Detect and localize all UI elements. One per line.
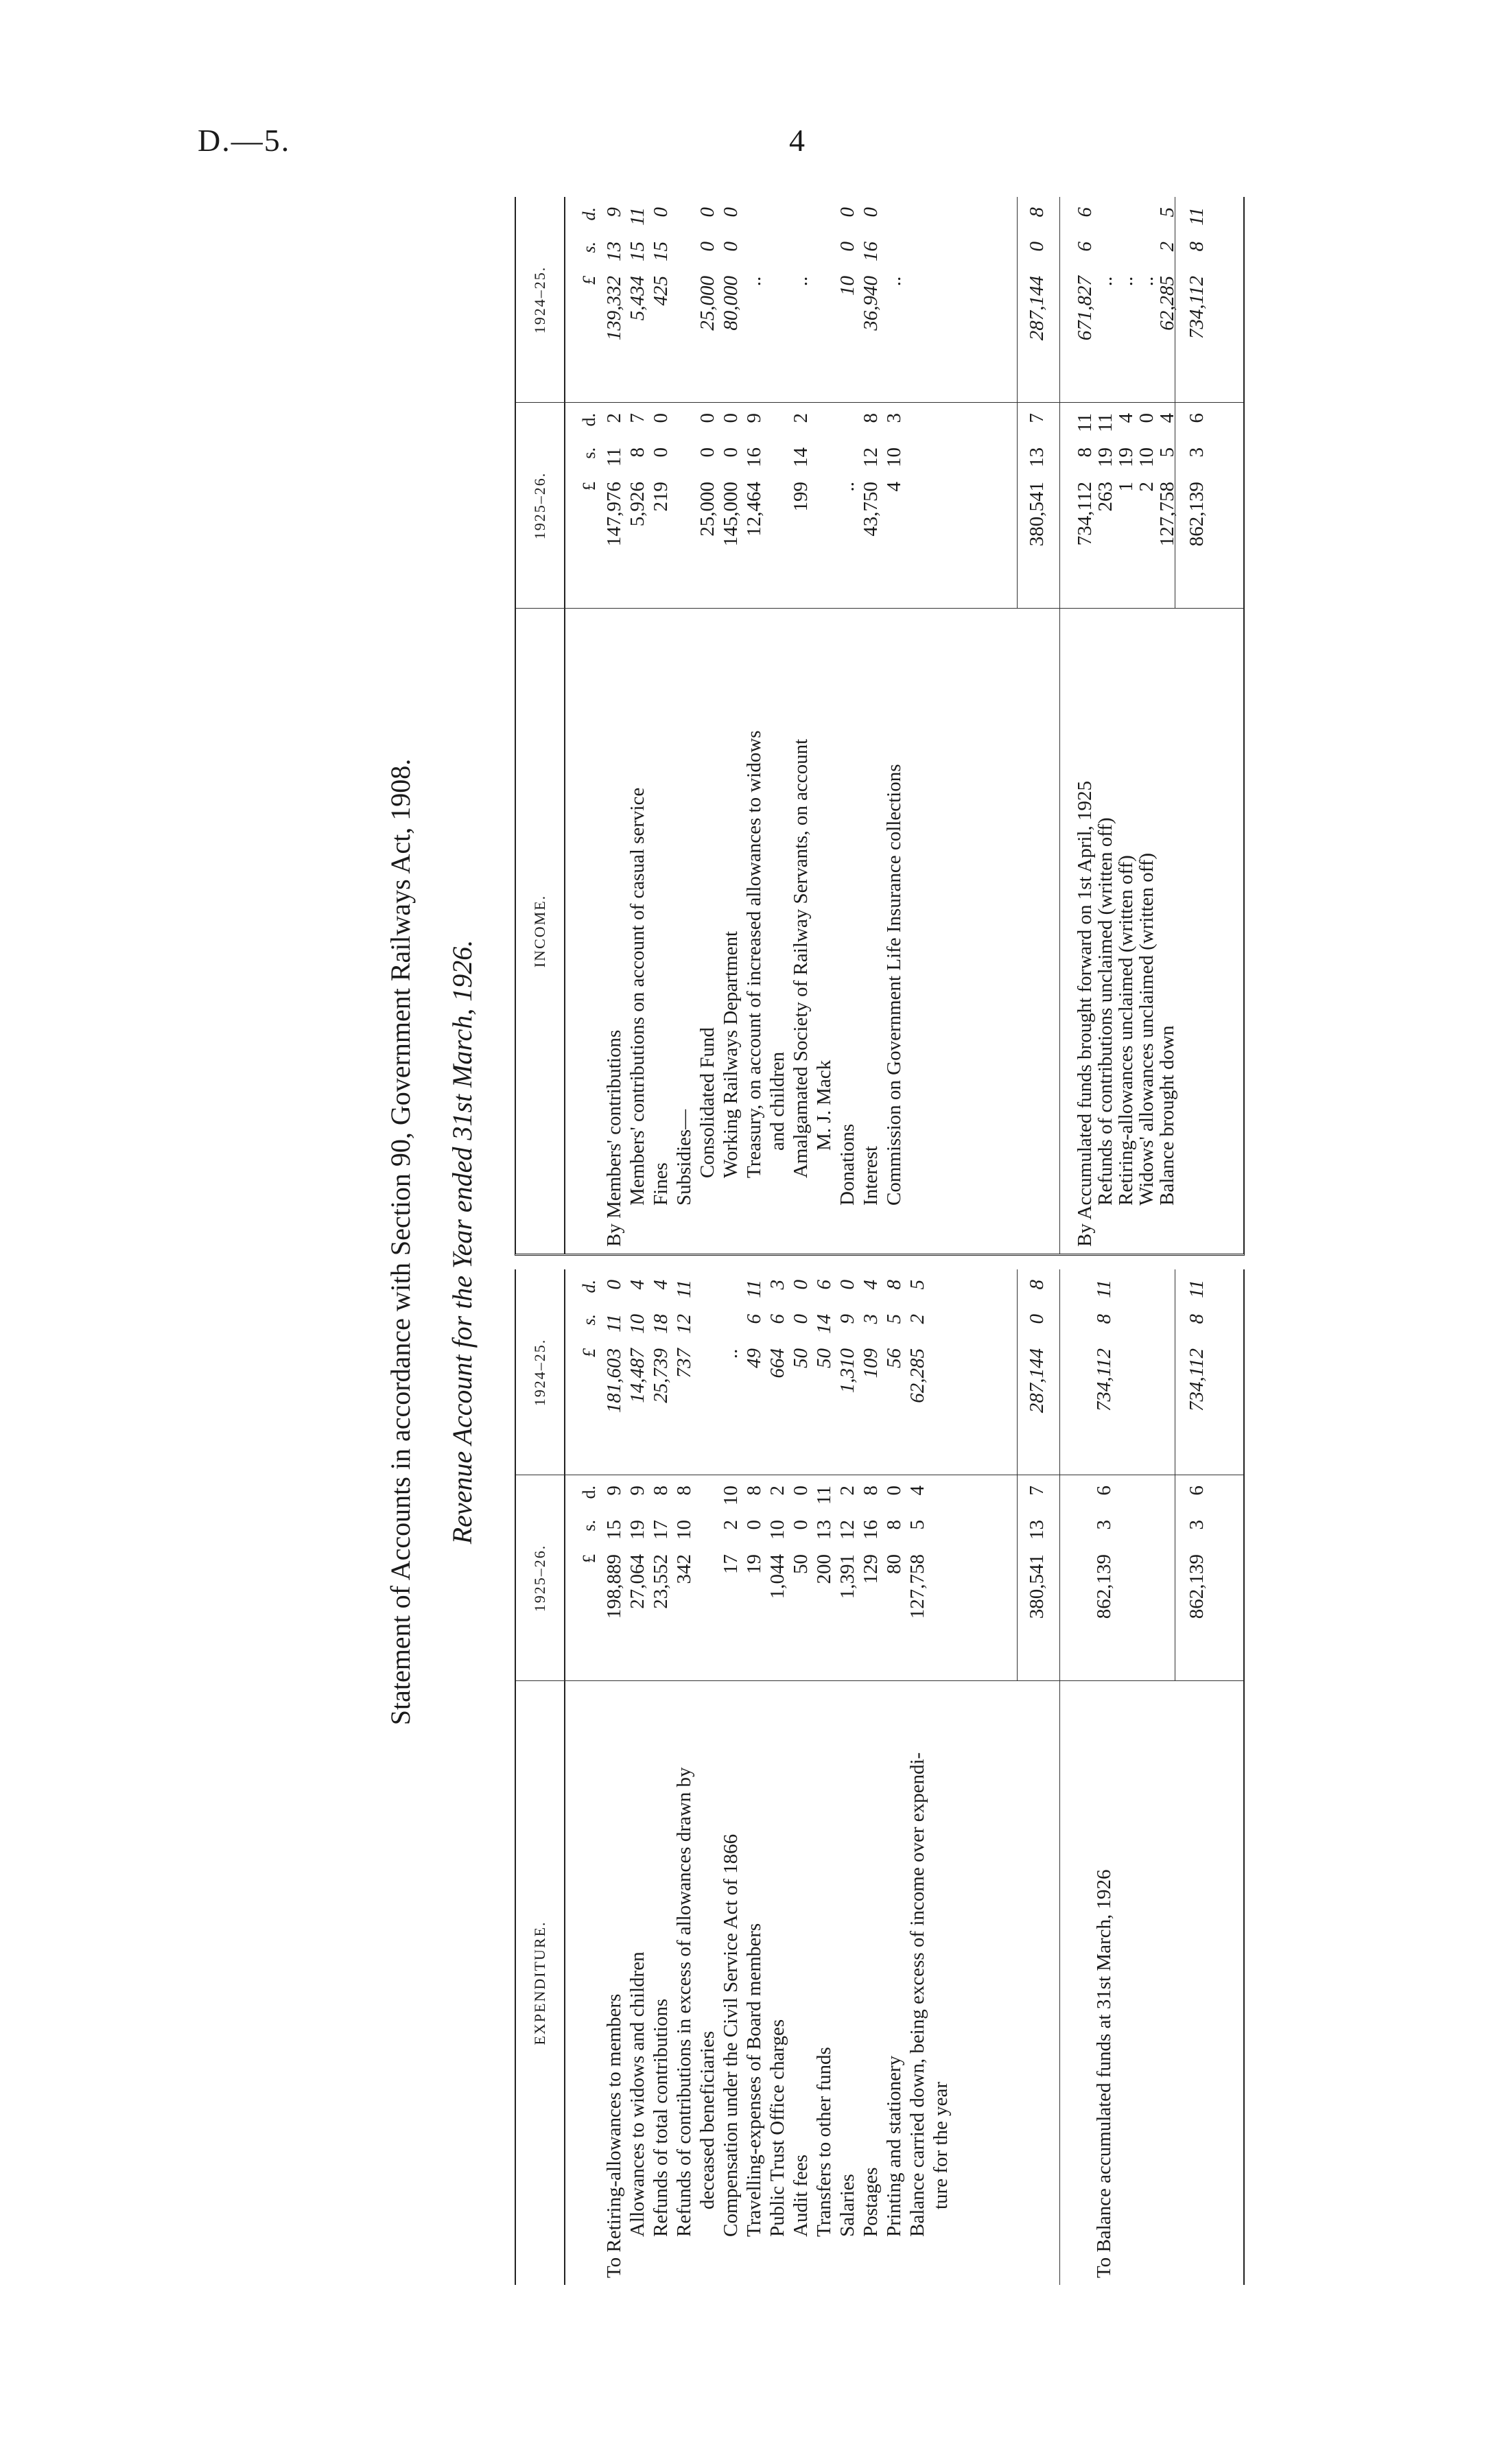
unit-label: £: [579, 1554, 599, 1563]
income-row-desc: Members' contributions on account of casual service: [626, 787, 648, 1206]
amount-shillings: 8: [1186, 1314, 1208, 1324]
amount-pounds: ..: [1136, 276, 1158, 286]
amount-pounds: 25,739: [650, 1348, 672, 1403]
expenditure-balance-desc: To Balance accumulated funds at 31st March, 1926: [1093, 1869, 1115, 2278]
amount-shillings: 13: [1026, 447, 1048, 467]
amount-pence: 3: [883, 413, 905, 423]
amount-pounds: 147,976: [603, 482, 625, 547]
amount-pounds: 23,552: [650, 1554, 672, 1609]
income-subtotal-row: [1025, 197, 1048, 1254]
page-number: 4: [789, 123, 806, 158]
amount-pounds: 1,310: [836, 1348, 858, 1394]
amount-shillings: 15: [603, 1520, 625, 1540]
amount-pounds: 127,758: [906, 1554, 928, 1619]
exp-year-1926-heading: 1925–26.: [531, 1544, 548, 1612]
amount-pounds: 139,332: [603, 276, 625, 341]
amount-shillings: 0: [1026, 242, 1048, 252]
amount-shillings: 0: [743, 1520, 765, 1530]
income-row-desc: By Members' contributions: [603, 1029, 625, 1247]
amount-shillings: 16: [860, 1520, 882, 1540]
unit-label: £: [579, 276, 599, 285]
income-balance-desc: Retiring-allowances unclaimed (written off): [1115, 855, 1137, 1206]
amount-shillings: 0: [696, 447, 718, 458]
expenditure-row-desc: Salaries: [836, 2174, 858, 2237]
amount-pence: 4: [650, 1280, 672, 1290]
amount-pence: 2: [790, 413, 812, 423]
amount-pence: 6: [1186, 1486, 1208, 1496]
expenditure-row-desc: Audit fees: [790, 2155, 812, 2237]
amount-shillings: 10: [626, 1314, 648, 1334]
amount-shillings: 0: [790, 1314, 812, 1324]
expenditure-heading: EXPENDITURE.: [531, 1921, 548, 2045]
amount-pounds: 5,434: [626, 276, 648, 321]
amount-shillings: 3: [1093, 1520, 1115, 1530]
amount-shillings: 19: [626, 1520, 648, 1540]
amount-pence: 6: [1186, 413, 1208, 423]
amount-pence: 0: [790, 1486, 812, 1496]
amount-pounds: 1,044: [766, 1554, 788, 1599]
amount-pence: 4: [1156, 413, 1178, 423]
expenditure-row-desc: Refunds of total contributions: [650, 1998, 672, 2237]
amount-pence: 4: [860, 1280, 882, 1290]
amount-pounds: 36,940: [860, 276, 882, 331]
amount-shillings: 10: [883, 447, 905, 467]
amount-pounds: ..: [836, 482, 858, 492]
amount-pounds: 56: [883, 1348, 905, 1368]
expenditure-subtotal-row: [1025, 1269, 1048, 2285]
amount-pounds: 287,144: [1026, 1348, 1048, 1413]
unit-label: £: [579, 1348, 599, 1357]
amount-pounds: 27,064: [626, 1554, 648, 1609]
unit-label: s.: [579, 1314, 599, 1326]
amount-pounds: 50: [790, 1554, 812, 1574]
expenditure-table: [515, 1269, 1245, 2285]
amount-pounds: ..: [790, 276, 812, 286]
income-row-desc: Donations: [836, 1123, 858, 1206]
amount-pence: 8: [673, 1486, 695, 1496]
expenditure-row-desc: Transfers to other funds: [813, 2047, 835, 2237]
amount-pounds: 263: [1094, 482, 1116, 512]
amount-pounds: 200: [813, 1554, 835, 1584]
expenditure-row-desc: Balance carried down, being excess of income over expendi-: [906, 1752, 928, 2237]
amount-pounds: 734,112: [1186, 276, 1208, 340]
amount-shillings: 10: [766, 1520, 788, 1540]
income-row: [626, 197, 649, 1254]
amount-pounds: 50: [790, 1348, 812, 1368]
amount-pence: 2: [766, 1486, 788, 1496]
income-balance-row: [1094, 197, 1117, 1254]
amount-shillings: 14: [813, 1314, 835, 1334]
unit-label: s.: [579, 1520, 599, 1532]
amount-pence: 8: [860, 413, 882, 423]
amount-shillings: 13: [813, 1520, 835, 1540]
amount-pounds: 181,603: [603, 1348, 625, 1413]
expenditure-row-desc: Compensation under the Civil Service Act of 1866: [720, 1833, 742, 2237]
amount-shillings: 13: [1026, 1520, 1048, 1540]
amount-pence: 11: [743, 1280, 765, 1298]
income-balance-desc: Widows' allowances unclaimed (written off): [1136, 852, 1158, 1206]
amount-pence: 0: [790, 1280, 812, 1290]
amount-pence: 2: [603, 413, 625, 423]
amount-shillings: 14: [790, 447, 812, 467]
income-row-desc: Interest: [860, 1146, 882, 1206]
amount-pence: 8: [860, 1486, 882, 1496]
amount-pounds: 17: [720, 1554, 742, 1574]
amount-shillings: 6: [743, 1314, 765, 1324]
expenditure-row: [742, 1269, 766, 2285]
amount-shillings: 15: [650, 242, 672, 261]
amount-pence: 9: [743, 413, 765, 423]
amount-pounds: 219: [650, 482, 672, 512]
rule-line: [1059, 197, 1060, 1254]
expenditure-row-desc: Public Trust Office charges: [766, 2019, 788, 2237]
amount-shillings: 17: [650, 1520, 672, 1540]
amount-shillings: 9: [836, 1314, 858, 1324]
rotated-statement: [384, 199, 1249, 2285]
expenditure-row-desc: Printing and stationery: [883, 2055, 905, 2237]
amount-pence: 0: [836, 207, 858, 218]
amount-pence: 6: [1093, 1486, 1115, 1496]
expenditure-row: [789, 1269, 812, 2285]
amount-pence: 0: [696, 207, 718, 218]
amount-pence: 7: [1026, 413, 1048, 423]
expenditure-row-desc: deceased beneficiaries: [696, 2030, 718, 2209]
inc-year-1926-heading: 1925–26.: [531, 471, 548, 540]
amount-pounds: 19: [743, 1554, 765, 1574]
amount-pounds: 1,391: [836, 1554, 858, 1599]
amount-pence: 7: [626, 413, 648, 423]
income-header-row: [516, 197, 565, 1254]
amount-pence: 4: [1115, 413, 1137, 423]
amount-pounds: 127,758: [1156, 482, 1178, 547]
income-total-row: [1185, 197, 1208, 1254]
amount-pence: 8: [650, 1486, 672, 1496]
amount-pounds: 425: [650, 276, 672, 306]
amount-pounds: 734,112: [1074, 482, 1096, 546]
rule-line: [1017, 197, 1018, 609]
unit-label: s.: [579, 447, 599, 459]
expenditure-row: [696, 1269, 719, 2285]
amount-shillings: 16: [743, 447, 765, 467]
income-table: [515, 197, 1245, 1256]
expenditure-row-desc: Travelling-expenses of Board members: [743, 1923, 765, 2237]
amount-pounds: 49: [743, 1348, 765, 1368]
page-header-left: D.—5.: [198, 123, 291, 158]
income-row-desc: Treasury, on account of increased allowances to widows: [743, 730, 765, 1178]
amount-shillings: 12: [836, 1520, 858, 1540]
amount-pounds: 862,139: [1186, 482, 1208, 547]
amount-pence: 0: [720, 207, 742, 218]
amount-shillings: 10: [1136, 447, 1158, 467]
statement-subtitle: Revenue Account for the Year ended 31st March, 1926.: [447, 939, 478, 1545]
unit-label: d.: [579, 1280, 599, 1293]
amount-shillings: 5: [1156, 447, 1178, 458]
amount-shillings: 18: [650, 1314, 672, 1334]
amount-shillings: 0: [790, 1520, 812, 1530]
amount-shillings: 16: [860, 242, 882, 261]
amount-pence: 11: [813, 1486, 835, 1505]
amount-shillings: 3: [860, 1314, 882, 1324]
amount-pence: 8: [883, 1280, 905, 1290]
amount-shillings: 3: [1186, 1520, 1208, 1530]
amount-shillings: 19: [1115, 447, 1137, 467]
expenditure-row-desc: Allowances to widows and children: [626, 1951, 648, 2237]
amount-shillings: 3: [1186, 447, 1208, 458]
amount-shillings: 11: [603, 1314, 625, 1333]
amount-shillings: 15: [626, 242, 648, 261]
unit-label: d.: [579, 1486, 599, 1499]
amount-pence: 11: [1186, 207, 1208, 226]
amount-pence: 11: [673, 1280, 695, 1298]
unit-label: £: [579, 482, 599, 491]
income-row: [719, 197, 742, 1254]
income-balance-row: [1073, 197, 1096, 1254]
expenditure-row: [859, 1269, 882, 2285]
amount-pence: 11: [1186, 1280, 1208, 1298]
expenditure-row-desc: ture for the year: [930, 2082, 952, 2209]
expenditure-total-row: [1185, 1269, 1208, 2285]
amount-pence: 0: [883, 1486, 905, 1496]
expenditure-row: [812, 1269, 836, 2285]
amount-pounds: 199: [790, 482, 812, 512]
expenditure-row-desc: Refunds of contributions in excess of allowances drawn by: [673, 1767, 695, 2237]
income-row: [766, 197, 789, 1254]
exp-year-1925-heading: 1924–25.: [531, 1338, 548, 1407]
amount-pence: 9: [603, 207, 625, 218]
income-row: [882, 197, 906, 1254]
income-row: [789, 197, 812, 1254]
amount-pence: 7: [1026, 1486, 1048, 1496]
amount-shillings: 5: [906, 1520, 928, 1530]
expenditure-row-desc: To Retiring-allowances to members: [603, 1993, 625, 2278]
amount-pounds: 342: [673, 1554, 695, 1584]
amount-pounds: 50: [813, 1348, 835, 1368]
amount-pence: 9: [626, 1486, 648, 1496]
amount-pence: 2: [836, 1486, 858, 1496]
amount-pence: 11: [1094, 413, 1116, 432]
amount-pounds: 380,541: [1026, 1554, 1048, 1619]
amount-shillings: 19: [1094, 447, 1116, 467]
amount-shillings: 6: [1074, 242, 1096, 252]
amount-pounds: ..: [1094, 276, 1116, 286]
amount-pence: 6: [1074, 207, 1096, 218]
amount-pounds: 129: [860, 1554, 882, 1584]
income-row: [649, 197, 672, 1254]
amount-pence: 5: [906, 1280, 928, 1290]
income-row-desc: M. J. Mack: [813, 1059, 835, 1151]
expenditure-row: [649, 1269, 672, 2285]
amount-shillings: 0: [836, 242, 858, 252]
income-row-desc: and children: [766, 1051, 788, 1151]
amount-shillings: 0: [720, 447, 742, 458]
expenditure-row: [882, 1269, 906, 2285]
amount-shillings: 0: [720, 242, 742, 252]
amount-pounds: 25,000: [696, 276, 718, 331]
income-row-desc: Subsidies—: [673, 1109, 695, 1206]
amount-shillings: 8: [1093, 1314, 1115, 1324]
amount-shillings: 12: [673, 1314, 695, 1334]
amount-pounds: ..: [1115, 276, 1137, 286]
amount-shillings: 2: [1156, 242, 1178, 252]
amount-pence: 8: [1026, 1280, 1048, 1290]
amount-shillings: 8: [626, 447, 648, 458]
amount-pounds: 145,000: [720, 482, 742, 547]
amount-pounds: 5,926: [626, 482, 648, 527]
amount-shillings: 8: [1186, 242, 1208, 252]
amount-pence: 9: [603, 1486, 625, 1496]
expenditure-row: [929, 1269, 952, 2285]
amount-pounds: 1: [1115, 482, 1137, 492]
amount-pounds: 664: [766, 1348, 788, 1378]
income-balance-row: [1114, 197, 1138, 1254]
amount-shillings: 13: [603, 242, 625, 261]
expenditure-row-desc: Postages: [860, 2167, 882, 2237]
amount-pence: 4: [906, 1486, 928, 1496]
amount-pounds: 862,139: [1186, 1554, 1208, 1619]
income-row: [742, 197, 766, 1254]
expenditure-row: [626, 1269, 649, 2285]
amount-pence: 11: [1074, 413, 1096, 432]
amount-pounds: 80,000: [720, 276, 742, 331]
inc-year-1925-heading: 1924–25.: [531, 266, 548, 334]
amount-pounds: 62,285: [906, 1348, 928, 1403]
income-row-desc: Commission on Government Life Insurance collections: [883, 764, 905, 1206]
income-balance-desc: Balance brought down: [1156, 1025, 1178, 1206]
amount-pounds: 737: [673, 1348, 695, 1378]
income-row-desc: Fines: [650, 1162, 672, 1206]
amount-pence: 3: [766, 1280, 788, 1290]
income-row-desc: Consolidated Fund: [696, 1027, 718, 1178]
income-row-desc: Working Railways Department: [720, 930, 742, 1178]
unit-label: d.: [579, 207, 599, 221]
amount-pounds: 43,750: [860, 482, 882, 537]
rule-line: [1017, 1269, 1018, 1681]
income-row-desc: Amalgamated Society of Railway Servants, on account: [790, 738, 812, 1178]
amount-pounds: 80: [883, 1554, 905, 1574]
expenditure-row: [906, 1269, 929, 2285]
rule-line: [1059, 1269, 1060, 2285]
amount-pounds: ..: [720, 1348, 742, 1359]
amount-shillings: 0: [650, 447, 672, 458]
amount-shillings: 8: [883, 1520, 905, 1530]
amount-pounds: 62,285: [1156, 276, 1178, 331]
amount-pounds: 198,889: [603, 1554, 625, 1619]
amount-pence: 0: [720, 413, 742, 423]
amount-pounds: 12,464: [743, 482, 765, 537]
amount-pence: 8: [1026, 207, 1048, 218]
amount-shillings: 10: [673, 1520, 695, 1540]
amount-pounds: 734,112: [1186, 1348, 1208, 1412]
units-row: [578, 197, 601, 1254]
amount-shillings: 8: [1074, 447, 1096, 458]
income-balance-desc: Refunds of contributions unclaimed (written off): [1094, 817, 1116, 1206]
amount-pounds: 4: [883, 482, 905, 492]
amount-pounds: ..: [883, 276, 905, 286]
amount-pence: 0: [696, 413, 718, 423]
amount-shillings: 0: [696, 242, 718, 252]
amount-shillings: 5: [883, 1314, 905, 1324]
expenditure-header-row: [516, 1269, 565, 2285]
amount-pence: 8: [743, 1486, 765, 1496]
amount-pounds: 109: [860, 1348, 882, 1378]
income-heading: INCOME.: [531, 894, 548, 968]
amount-pence: 0: [650, 413, 672, 423]
amount-pence: 10: [720, 1486, 742, 1505]
amount-shillings: 2: [720, 1520, 742, 1530]
amount-pence: 0: [836, 1280, 858, 1290]
amount-pence: 4: [626, 1280, 648, 1290]
unit-label: d.: [579, 413, 599, 427]
expenditure-balance-row: [1092, 1269, 1116, 2285]
income-row: [696, 197, 719, 1254]
amount-pounds: 14,487: [626, 1348, 648, 1403]
income-balance-row: [1135, 197, 1158, 1254]
amount-shillings: 2: [906, 1314, 928, 1324]
expenditure-row: [766, 1269, 789, 2285]
units-row: [578, 1269, 601, 2285]
amount-pence: 0: [650, 207, 672, 218]
amount-pounds: 10: [836, 276, 858, 296]
amount-pounds: 25,000: [696, 482, 718, 537]
income-row: [672, 197, 696, 1254]
amount-pounds: 671,827: [1074, 276, 1096, 341]
amount-pence: 11: [626, 207, 648, 226]
income-row: [859, 197, 882, 1254]
income-row: [812, 197, 836, 1254]
expenditure-row: [672, 1269, 696, 2285]
amount-shillings: 12: [860, 447, 882, 467]
amount-pence: 0: [603, 1280, 625, 1290]
statement-title: Statement of Accounts in accordance with Section 90, Government Railways Act, 1908.: [385, 758, 416, 1726]
expenditure-row: [836, 1269, 859, 2285]
amount-shillings: 11: [603, 447, 625, 467]
amount-pounds: 380,541: [1026, 482, 1048, 547]
amount-pounds: 734,112: [1093, 1348, 1115, 1412]
amount-pence: 5: [1156, 207, 1178, 218]
amount-shillings: 0: [1026, 1314, 1048, 1324]
amount-pounds: 2: [1136, 482, 1158, 492]
income-row: [836, 197, 859, 1254]
income-balance-desc: By Accumulated funds brought forward on 1st April, 1925: [1074, 781, 1096, 1247]
amount-pence: 0: [1136, 413, 1158, 423]
amount-pence: 6: [813, 1280, 835, 1290]
amount-pence: 0: [860, 207, 882, 218]
amount-pounds: 862,139: [1093, 1554, 1115, 1619]
amount-pence: 11: [1093, 1280, 1115, 1298]
expenditure-row: [602, 1269, 626, 2285]
expenditure-row: [719, 1269, 742, 2285]
unit-label: s.: [579, 242, 599, 253]
income-row: [602, 197, 626, 1254]
amount-pounds: ..: [743, 276, 765, 286]
amount-shillings: 6: [766, 1314, 788, 1324]
amount-pounds: 287,144: [1026, 276, 1048, 341]
